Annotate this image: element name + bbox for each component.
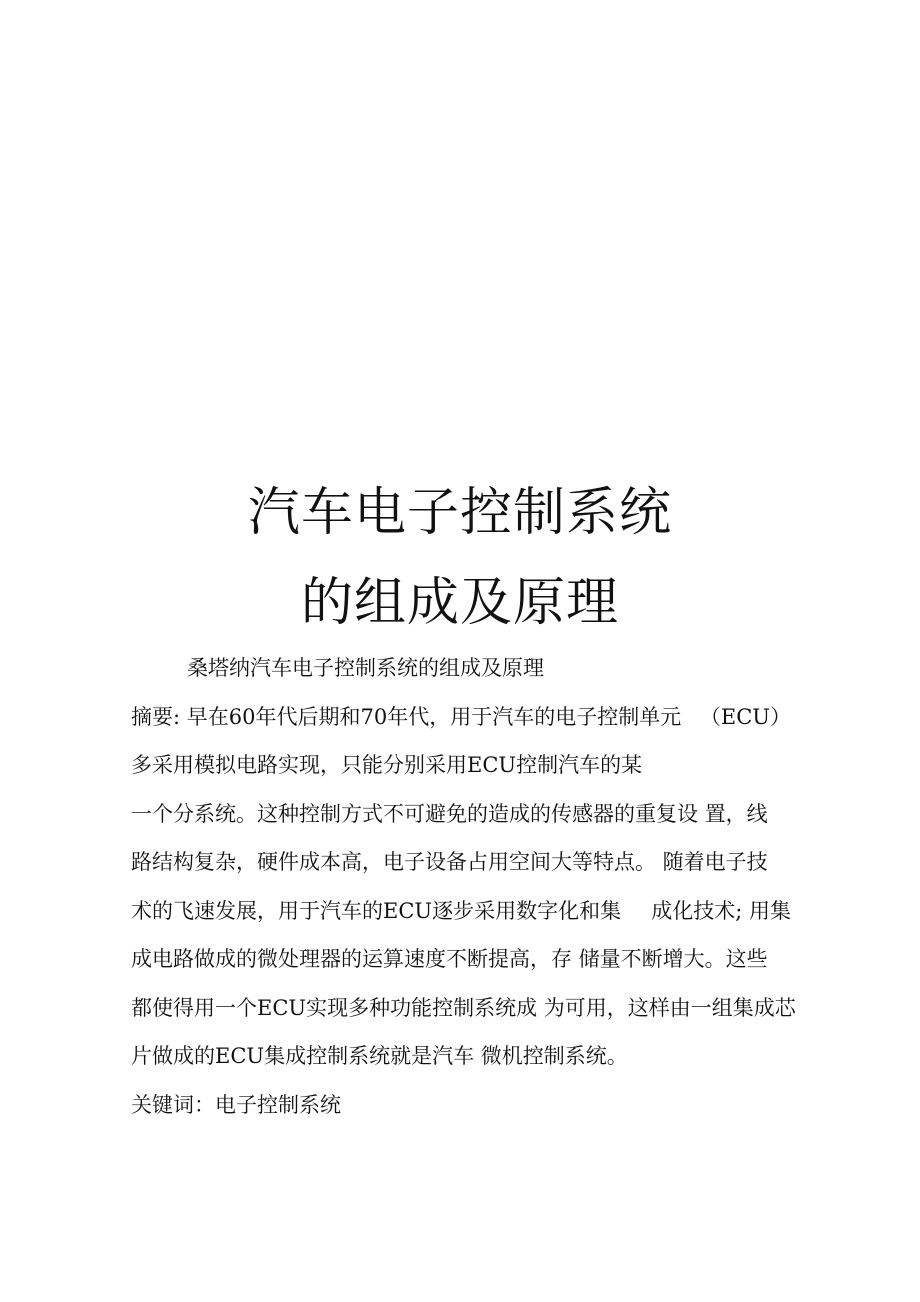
abstract-line-2 [131,741,791,790]
abstract-line-5 [131,887,791,936]
abstract-line-1 [131,693,791,742]
abstract-line-7-text: 都使得用一个ECU实现多种功能控制系统成 为可用，这样由一组集成芯 [131,995,796,1020]
keywords [131,1081,791,1130]
abstract-line-3-text: 一个分系统。这种控制方式不可避免的造成的传感器的重复设 置，线 [131,801,768,826]
abstract-line-6 [131,935,791,984]
abstract-line-8-text: 片做成的ECU集成控制系统就是汽车 微机控制系统。 [131,1044,628,1068]
abstract-line-1-ecu: （ECU） [699,704,791,729]
abstract-line-5-tail: 成化技术; 用集 [651,898,791,923]
abstract-line-7 [131,984,796,1033]
abstract-line-8 [131,1032,791,1081]
document-title [0,468,920,648]
abstract-line-1-text: 摘要: 早在60年代后期和70年代，用于汽车的电子控制单元 [131,704,682,729]
title-line-1: 汽车电子控制系统 [247,483,672,543]
abstract-line-6-text: 成电路做成的微处理器的运算速度不断提高，存 储量不断增大。这些 [131,947,768,971]
abstract-line-5-text: 术的飞速发展，用于汽车的ECU逐步采用数字化和集 [131,898,622,923]
document-body [131,644,796,1129]
abstract-line-4 [131,838,791,887]
abstract-line-2-text: 多采用模拟电路实现，只能分别采用ECU控制汽车的某 [131,753,643,777]
abstract-line-4-text: 路结构复杂，硬件成本高，电子设备占用空间大等特点。 随着电子技 [131,850,768,874]
keywords-text: 关键词：电子控制系统 [131,1092,341,1117]
subtitle: 桑塔纳汽车电子控制系统的组成及原理 [187,656,544,680]
title-line-2: 的组成及原理 [300,573,619,633]
abstract-line-3 [131,790,791,839]
